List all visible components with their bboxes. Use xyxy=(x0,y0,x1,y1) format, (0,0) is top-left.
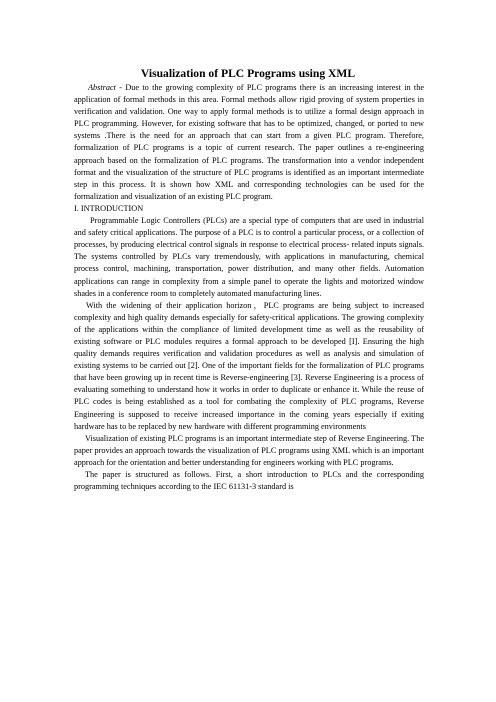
paper-body xyxy=(74,82,424,493)
abstract-paragraph xyxy=(74,82,424,203)
abstract-text: - Due to the growing complexity of PLC programs there is an increasing interest in the application of formal methods in this area. Formal methods allow rigid proving of system properties in verification and validation. One way to apply formal methods is to utilize a formal design approach in PLC programming. However, for existing software that has to be optimized, changed, or ported to new systems .There is the need for an approach that can start from a given PLC program. Therefore, formalization of PLC programs is a topic of current research. The paper outlines a re-engineering approach based on the formalization of PLC programs. The transformation into a vendor independent format and the visualization of the structure of PLC programs is identified as an important intermediate step in this process. It is shown how XML and corresponding technologies can be used for the formalization and visualization of an existing PLC program. xyxy=(74,83,424,201)
section-heading-text: I. INTRODUCTION xyxy=(74,203,144,213)
section-heading xyxy=(74,203,424,215)
body-paragraph-2: With the widening of their application horizon，PLC programs are being subject to increased complexity and high quality demands especially for safety-critical applications. The growing complexity of the applications within the compliance of limited development time as well as the reusability of existing software or PLC modules requires a formal approach to be developed [I]. Ensuring the high quality demands requires verification and validation procedures as well as analysis and simulation of existing systems to be carried out [2]. One of the important fields for the formalization of PLC programs that have been growing up in recent time is Reverse-engineering [3]. Reverse Engineering is a process of evaluating something to understand how it works in order to duplicate or enhance it. While the reuse of PLC codes is being established as a tool for combating the complexity of PLC programs, Reverse Engineering is supposed to receive increased importance in the coming years especially if exiting hardware has to be replaced by new hardware with different programming environments xyxy=(74,300,424,431)
paper-title: Visualization of PLC Programs using XML xyxy=(140,67,356,80)
abstract-label: Abstract xyxy=(88,83,116,92)
body-paragraph-4: The paper is structured as follows. First, a short introduction to PLCs and the corresponding programming techniques according to the IEC 61131-3 standard is xyxy=(74,470,424,492)
body-paragraph-3: Visualization of existing PLC programs is an important intermediate step of Reverse Engineering. The paper provides an approach towards the visualization of PLC programs using XML which is an important approach for the orientation and better understanding for engineers working with PLC programs. xyxy=(74,433,424,467)
body-paragraph-1: Programmable Logic Controllers (PLCs) are a special type of computers that are used in industrial and safety critical applications. The purpose of a PLC is to control a particular process, or a collection of processes, by producing electrical control signals in response to electrical process- related inputs signals. The systems controlled by PLCs vary tremendously, with applications in manufacturing, chemical process control, machining, transportation, power distribution, and many other fields. Automation applications can range in complexity from a simple panel to operate the lights and motorized window shades in a conference room to completely automated manufacturing lines. xyxy=(74,216,424,298)
